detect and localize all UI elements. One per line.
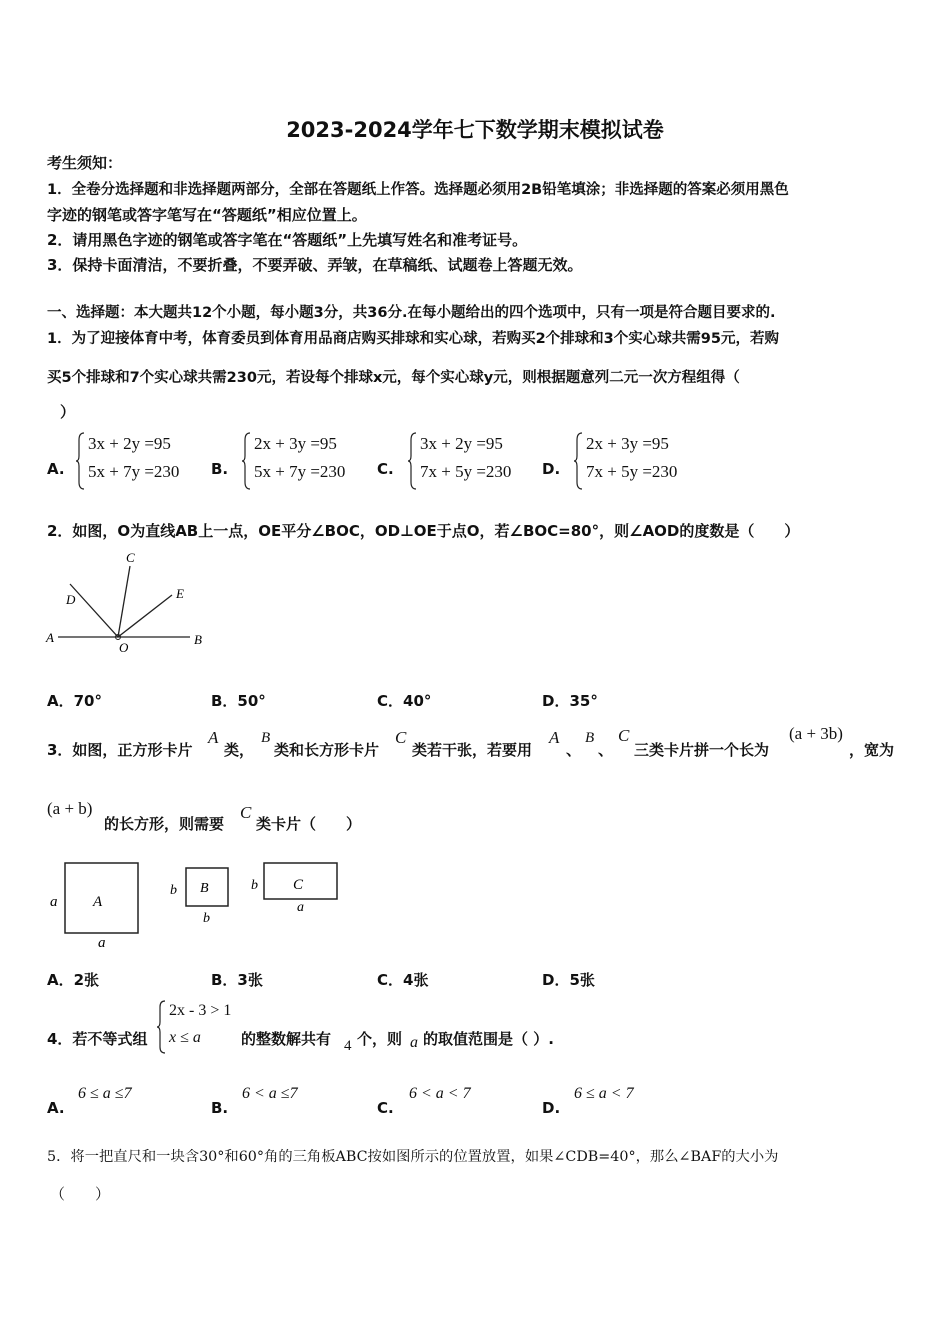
- notice-item-2: 2．请用黑色字迹的钢笔或答字笔在“答题纸”上先填写姓名和准考证号。: [47, 231, 528, 249]
- section-heading: 一、选择题：本大题共12个小题，每小题3分，共36分.在每小题给出的四个选项中，只有一项是符合题目要求的.: [47, 305, 776, 321]
- notice-item-1-cont: 字迹的钢笔或答字笔写在“答题纸”相应位置上。: [47, 206, 367, 224]
- q3-var-c2: C: [618, 726, 630, 745]
- q1-d-eq1: 2x + 3y =95: [586, 434, 669, 453]
- q5-line1: 5．将一把直尺和一块含30°和60°角的三角板ABC按如图所示的位置放置，如果∠CDB=40°，那么∠BAF的大小为: [47, 1149, 779, 1165]
- q5-line2: （ ）: [50, 1185, 111, 1203]
- q3-card-b-side: b: [170, 883, 177, 898]
- q3-var-a: A: [208, 728, 219, 747]
- q1-b-eq2: 5x + 7y =230: [254, 462, 346, 481]
- brace-icon: [242, 432, 252, 490]
- brace-icon: [157, 1000, 167, 1054]
- q1-option-b-label: B.: [211, 460, 229, 478]
- q2-label-a: A: [46, 630, 54, 645]
- q1-option-d-label: D.: [542, 460, 561, 478]
- q4-inequality-system: [157, 1000, 247, 1056]
- q4-var-a: a: [410, 1034, 418, 1051]
- q3-sep-2: 、: [598, 741, 614, 759]
- q3-card-figure: [44, 855, 354, 955]
- brace-icon: [408, 432, 418, 490]
- q4-option-c-label: C.: [377, 1099, 394, 1117]
- q3-card-c-side: b: [251, 878, 258, 893]
- q3-text-5: 三类卡片拼一个长为: [634, 741, 770, 759]
- q3-card-a-label: A: [93, 894, 103, 910]
- q1-a-eq2: 5x + 7y =230: [88, 462, 180, 481]
- q3-text-2: 类，: [224, 741, 255, 759]
- q2-angle-figure: [40, 548, 220, 660]
- q3-length-expr: (a + 3b): [789, 724, 843, 743]
- q3-text-7: 的长方形，则需要: [104, 815, 225, 833]
- q4-option-b-expr: 6 < a ≤7: [242, 1085, 298, 1102]
- q4-text-4: 的取值范围是（ ）.: [423, 1030, 554, 1048]
- q2-label-b: B: [194, 632, 202, 647]
- q1-option-d-system: [574, 432, 704, 492]
- page-title: 2023-2024学年七下数学期末模拟试卷: [286, 118, 664, 142]
- q3-card-a-side: a: [50, 894, 58, 910]
- notice-heading: 考生须知：: [47, 154, 123, 172]
- q3-option-a: A．2张: [47, 971, 100, 989]
- q1-option-a-system: [76, 432, 206, 492]
- q2-label-o: O: [119, 640, 129, 655]
- q1-c-eq2: 7x + 5y =230: [420, 462, 512, 481]
- q3-card-c-bottom: a: [297, 900, 304, 915]
- q1-d-eq2: 7x + 5y =230: [586, 462, 678, 481]
- brace-icon: [574, 432, 584, 490]
- notice-item-1: 1．全卷分选择题和非选择题两部分，全部在答题纸上作答。选择题必须用2B铅笔填涂；非选择题的答案必须用黑色: [47, 182, 789, 198]
- q2-stem: 2．如图，O为直线AB上一点，OE平分∠BOC，OD⊥OE于点O，若∠BOC=80°，则∠AOD的度数是（ ）: [47, 522, 800, 540]
- notice-item-3: 3．保持卡面清洁，不要折叠，不要弄破、弄皱，在草稿纸、试题卷上答题无效。: [47, 256, 583, 274]
- q3-text-4: 类若干张，若要用: [412, 741, 533, 759]
- q3-card-a-bottom: a: [98, 935, 106, 951]
- q1-c-eq1: 3x + 2y =95: [420, 434, 503, 453]
- brace-icon: [76, 432, 86, 490]
- q1-option-a-label: A.: [47, 460, 65, 478]
- q1-b-eq1: 2x + 3y =95: [254, 434, 337, 453]
- q1-option-c-label: C.: [377, 460, 394, 478]
- q2-option-b: B．50°: [211, 692, 266, 710]
- q3-option-d: D．5张: [542, 971, 595, 989]
- q3-var-c3: C: [240, 803, 252, 822]
- q4-text-1: 4．若不等式组: [47, 1030, 148, 1048]
- q1-line3: ）: [60, 403, 76, 421]
- q1-option-b-system: [242, 432, 372, 492]
- q1-line2: 买5个排球和7个实心球共需230元，若设每个排球x元，每个实心球y元，则根据题意列二元一次方程组得（: [47, 370, 740, 386]
- q4-count: 4: [344, 1038, 352, 1054]
- q3-option-b: B．3张: [211, 971, 263, 989]
- q4-option-c-expr: 6 < a < 7: [409, 1085, 471, 1102]
- q2-option-c: C．40°: [377, 692, 432, 710]
- q4-text-2: 的整数解共有: [241, 1030, 332, 1048]
- q4-ineq-2: x ≤ a: [169, 1029, 201, 1046]
- q2-label-d: D: [66, 592, 76, 607]
- q3-text-8: 类卡片（ ）: [256, 815, 362, 833]
- q4-option-d-expr: 6 ≤ a < 7: [574, 1085, 634, 1102]
- q4-option-a-label: A.: [47, 1099, 65, 1117]
- q3-text-1: 3．如图，正方形卡片: [47, 741, 193, 759]
- q3-var-b2: B: [585, 730, 595, 746]
- q3-var-a2: A: [549, 728, 560, 747]
- q3-option-c: C．4张: [377, 971, 429, 989]
- q2-label-e: E: [176, 586, 184, 601]
- q2-label-c: C: [126, 550, 135, 565]
- q1-option-c-system: [408, 432, 538, 492]
- q3-card-b-label: B: [200, 881, 209, 896]
- q3-text-3: 类和长方形卡片: [274, 741, 380, 759]
- q3-var-b: B: [261, 730, 271, 746]
- q3-width-expr: (a + b): [47, 799, 93, 818]
- q4-option-b-label: B.: [211, 1099, 229, 1117]
- q3-var-c: C: [395, 728, 407, 747]
- q4-ineq-1: 2x - 3 > 1: [169, 1002, 232, 1019]
- q2-option-a: A．70°: [47, 692, 102, 710]
- q4-text-3: 个，则: [357, 1030, 403, 1048]
- q2-option-d: D．35°: [542, 692, 598, 710]
- q4-option-d-label: D.: [542, 1099, 561, 1117]
- q3-sep-1: 、: [566, 741, 582, 759]
- q1-line1: 1．为了迎接体育中考，体育委员到体育用品商店购买排球和实心球，若购买2个排球和3个实心球共需95元，若购: [47, 331, 779, 347]
- q3-text-6: ，宽为: [849, 741, 895, 759]
- q4-option-a-expr: 6 ≤ a ≤7: [78, 1085, 132, 1102]
- q3-card-c-label: C: [293, 877, 304, 893]
- q3-card-b-bottom: b: [203, 911, 210, 926]
- q1-a-eq1: 3x + 2y =95: [88, 434, 171, 453]
